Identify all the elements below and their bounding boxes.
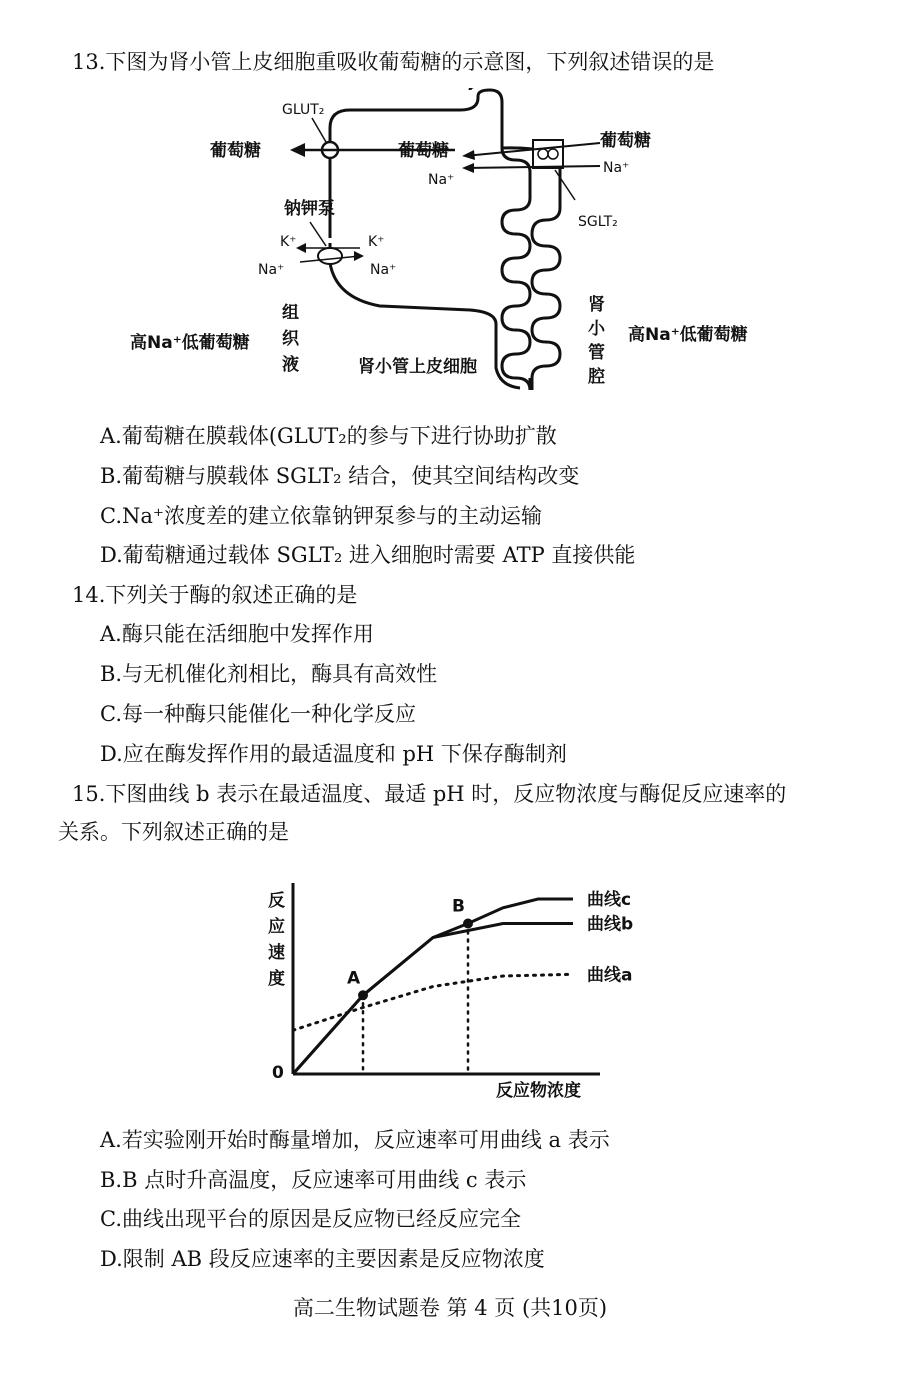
cell-label: 肾小管上皮细胞 (358, 357, 477, 377)
series-line-2 (293, 974, 573, 1030)
point-label-0: A (347, 968, 361, 989)
q14-option-a: A.酶只能在活细胞中发挥作用 (100, 622, 374, 646)
na-pump-right-label: Na⁺ (370, 262, 397, 278)
pump-label: 钠钾泵 (284, 199, 335, 219)
glucose-left-label: 葡萄糖 (210, 141, 261, 161)
ylabel-2: 应 (268, 917, 285, 937)
q14-option-d: D.应在酶发挥作用的最适温度和 pH 下保存酶制剂 (100, 742, 567, 766)
xlabel: 反应物浓度 (496, 1081, 581, 1101)
lumen-label-1: 肾 (588, 295, 605, 315)
series-label-2: 曲线a (587, 965, 633, 986)
lumen-label-3: 管 (588, 343, 605, 363)
q13-stem: 13.下图为肾小管上皮细胞重吸收葡萄糖的示意图，下列叙述错误的是 (72, 50, 715, 74)
na-right-label: Na⁺ (603, 160, 630, 176)
lumen-label-4: 腔 (588, 367, 605, 387)
right-env-label: 高Na⁺低葡萄糖 (628, 325, 748, 345)
tissue-fluid-label-1: 组 (282, 303, 299, 323)
q14-stem: 14.下列关于酶的叙述正确的是 (72, 583, 358, 607)
glucose-mid-label: 葡萄糖 (398, 141, 449, 161)
enzyme-rate-chart (0, 848, 900, 1108)
pump-icon (318, 248, 342, 264)
point-label-1: B (452, 896, 465, 917)
q15-option-c: C.曲线出现平台的原因是反应物已经反应完全 (100, 1207, 521, 1231)
tissue-fluid-label-3: 液 (282, 355, 299, 375)
na-pump-left-label: Na⁺ (258, 262, 285, 278)
series-label-1: 曲线b (587, 914, 634, 935)
lumen-label-2: 小 (588, 319, 605, 339)
q14-option-c: C.每一种酶只能催化一种化学反应 (100, 702, 416, 726)
ylabel-1: 反 (268, 891, 285, 911)
origin-label: 0 (272, 1063, 284, 1083)
point-marker-0 (358, 990, 368, 1000)
q13-option-a: A.葡萄糖在膜载体(GLUT₂的参与下进行协助扩散 (100, 424, 557, 448)
k-right-label: K⁺ (368, 234, 385, 250)
sglt2-label: SGLT₂ (578, 214, 618, 230)
ylabel-3: 速 (268, 943, 285, 963)
glut2-label: GLUT₂ (282, 102, 325, 118)
q13-option-c: C.Na⁺浓度差的建立依靠钠钾泵参与的主动运输 (100, 504, 542, 528)
cell-membrane (330, 90, 530, 390)
q15-stem-line2: 关系。下列叙述正确的是 (58, 820, 289, 844)
page-footer: 高二生物试题卷 第 4 页 (共10页) (292, 1296, 608, 1320)
k-left-label: K⁺ (280, 234, 297, 250)
q13-option-b: B.葡萄糖与膜载体 SGLT₂ 结合，使其空间结构改变 (100, 464, 580, 488)
series-line-1 (293, 924, 573, 1075)
q14-option-b: B.与无机催化剂相比，酶具有高效性 (100, 662, 438, 686)
glucose-right-label: 葡萄糖 (600, 131, 651, 151)
tissue-fluid-label-2: 织 (282, 329, 299, 349)
left-env-label: 高Na⁺低葡萄糖 (130, 333, 250, 353)
na-mid-label: Na⁺ (428, 172, 455, 188)
point-marker-1 (463, 919, 473, 929)
q15-option-d: D.限制 AB 段反应速率的主要因素是反应物浓度 (100, 1247, 545, 1271)
ylabel-4: 度 (268, 969, 285, 989)
q15-option-b: B.B 点时升高温度，反应速率可用曲线 c 表示 (100, 1168, 527, 1192)
q15-option-a: A.若实验刚开始时酶量增加，反应速率可用曲线 a 表示 (100, 1128, 610, 1152)
q15-stem-line1: 15.下图曲线 b 表示在最适温度、最适 pH 时，反应物浓度与酶促反应速率的 (72, 782, 787, 806)
series-label-0: 曲线c (587, 890, 632, 910)
q13-option-d: D.葡萄糖通过载体 SGLT₂ 进入细胞时需要 ATP 直接供能 (100, 543, 636, 567)
